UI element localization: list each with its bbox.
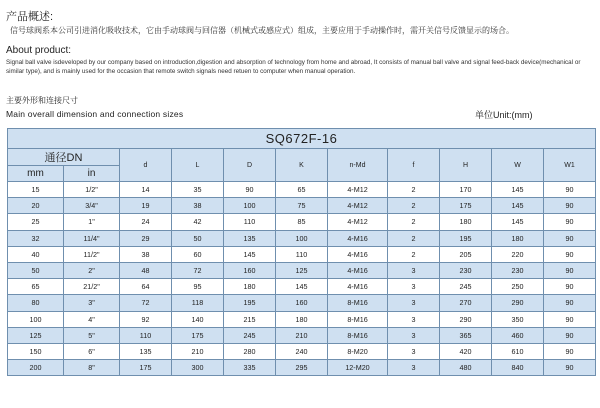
- table-cell: 50: [8, 262, 64, 278]
- column-header-d: d: [120, 149, 172, 182]
- header-row: [8, 149, 596, 166]
- table-cell: 230: [440, 262, 492, 278]
- table-cell: 4-M16: [328, 262, 388, 278]
- table-cell: 80: [8, 295, 64, 311]
- table-cell: 170: [440, 182, 492, 198]
- table-cell: 220: [492, 246, 544, 262]
- table-cell: 60: [172, 246, 224, 262]
- table-cell: 2": [64, 262, 120, 278]
- table-cell: 100: [8, 311, 64, 327]
- table-cell: 175: [172, 327, 224, 343]
- table-cell: 245: [440, 279, 492, 295]
- table-row: [8, 360, 596, 376]
- table-cell: 24: [120, 214, 172, 230]
- table-cell: 8": [64, 360, 120, 376]
- table-cell: 72: [120, 295, 172, 311]
- table-cell: 72: [172, 262, 224, 278]
- table-cell: 75: [276, 198, 328, 214]
- table-cell: 3: [388, 262, 440, 278]
- column-header-h: H: [440, 149, 492, 182]
- table-cell: 14: [120, 182, 172, 198]
- table-cell: 160: [224, 262, 276, 278]
- table-cell: 11/4": [64, 230, 120, 246]
- table-cell: 110: [224, 214, 276, 230]
- table-cell: 4-M12: [328, 182, 388, 198]
- table-cell: 290: [492, 295, 544, 311]
- table-cell: 35: [172, 182, 224, 198]
- about-title: About product:: [6, 45, 72, 56]
- dimension-table: [7, 128, 596, 376]
- table-cell: 40: [8, 246, 64, 262]
- table-cell: 8-M20: [328, 343, 388, 359]
- table-cell: 90: [544, 230, 596, 246]
- table-cell: 100: [276, 230, 328, 246]
- table-cell: 135: [224, 230, 276, 246]
- table-cell: 118: [172, 295, 224, 311]
- table-cell: 205: [440, 246, 492, 262]
- table-cell: 2: [388, 230, 440, 246]
- column-header-w: W: [492, 149, 544, 182]
- table-cell: 64: [120, 279, 172, 295]
- table-cell: 300: [172, 360, 224, 376]
- model-name: SQ672F-16: [8, 129, 596, 149]
- table-cell: 4-M16: [328, 279, 388, 295]
- table-cell: 38: [172, 198, 224, 214]
- table-row: [8, 295, 596, 311]
- table-cell: 140: [172, 311, 224, 327]
- table-cell: 145: [492, 214, 544, 230]
- table-row: [8, 246, 596, 262]
- table-cell: 175: [120, 360, 172, 376]
- table-cell: 3: [388, 279, 440, 295]
- table-cell: 480: [440, 360, 492, 376]
- table-cell: 90: [544, 295, 596, 311]
- table-cell: 145: [492, 182, 544, 198]
- table-cell: 4-M12: [328, 198, 388, 214]
- column-header-l: L: [172, 149, 224, 182]
- table-cell: 610: [492, 343, 544, 359]
- table-cell: 280: [224, 343, 276, 359]
- table-cell: 38: [120, 246, 172, 262]
- table-cell: 90: [544, 279, 596, 295]
- column-header-n-md: n-Md: [328, 149, 388, 182]
- intro-text-cn: 信号球阀系本公司引进消化吸收技术，它由手动球阀与回信器（机械式或感应式）组成，主要应用于手动操作时，需开关信号反馈显示的场合。: [10, 26, 514, 35]
- table-cell: 21/2": [64, 279, 120, 295]
- table-cell: 90: [224, 182, 276, 198]
- table-cell: 90: [544, 360, 596, 376]
- sub-header-mm: mm: [8, 166, 64, 182]
- table-cell: 175: [440, 198, 492, 214]
- table-cell: 90: [544, 198, 596, 214]
- table-cell: 90: [544, 327, 596, 343]
- table-cell: 90: [544, 246, 596, 262]
- table-cell: 90: [544, 343, 596, 359]
- table-cell: 245: [224, 327, 276, 343]
- table-cell: 92: [120, 311, 172, 327]
- table-cell: 145: [276, 279, 328, 295]
- table-cell: 65: [276, 182, 328, 198]
- table-cell: 3: [388, 295, 440, 311]
- table-row: [8, 311, 596, 327]
- table-cell: 4-M16: [328, 230, 388, 246]
- table-cell: 125: [8, 327, 64, 343]
- table-cell: 180: [440, 214, 492, 230]
- table-cell: 110: [276, 246, 328, 262]
- dimensions-title-en: Main overall dimension and connection sizes: [6, 109, 184, 119]
- table-cell: 3": [64, 295, 120, 311]
- table-cell: 4": [64, 311, 120, 327]
- table-cell: 32: [8, 230, 64, 246]
- table-cell: 460: [492, 327, 544, 343]
- table-cell: 3/4": [64, 198, 120, 214]
- table-cell: 25: [8, 214, 64, 230]
- model-row: [8, 129, 596, 149]
- table-row: [8, 198, 596, 214]
- table-cell: 100: [224, 198, 276, 214]
- table-cell: 270: [440, 295, 492, 311]
- table-row: [8, 230, 596, 246]
- column-header-k: K: [276, 149, 328, 182]
- table-cell: 150: [8, 343, 64, 359]
- table-cell: 65: [8, 279, 64, 295]
- table-cell: 3: [388, 327, 440, 343]
- table-cell: 29: [120, 230, 172, 246]
- about-text: Signal ball valve isdeveloped by our company based on introduction,digestion and absorption of technology from home and abroad, It consists of manual ball valve and signal feed-back device(mechanical or similar type), and is mainly used for the occasion that remote switch signals need retuen to computer when manual operation.: [6, 59, 581, 75]
- table-cell: 195: [224, 295, 276, 311]
- table-cell: 3: [388, 343, 440, 359]
- table-cell: 90: [544, 262, 596, 278]
- table-cell: 365: [440, 327, 492, 343]
- table-cell: 250: [492, 279, 544, 295]
- table-cell: 335: [224, 360, 276, 376]
- table-cell: 48: [120, 262, 172, 278]
- dimensions-title-cn: 主要外形和连接尺寸: [6, 96, 78, 105]
- table-cell: 1/2": [64, 182, 120, 198]
- table-cell: 11/2": [64, 246, 120, 262]
- sub-header-in: in: [64, 166, 120, 182]
- table-cell: 350: [492, 311, 544, 327]
- table-cell: 230: [492, 262, 544, 278]
- table-cell: 290: [440, 311, 492, 327]
- column-header-d-outer: D: [224, 149, 276, 182]
- table-cell: 15: [8, 182, 64, 198]
- table-cell: 1": [64, 214, 120, 230]
- table-cell: 8-M16: [328, 311, 388, 327]
- table-cell: 95: [172, 279, 224, 295]
- table-cell: 145: [224, 246, 276, 262]
- table-cell: 12-M20: [328, 360, 388, 376]
- table-row: [8, 214, 596, 230]
- table-cell: 160: [276, 295, 328, 311]
- table-cell: 215: [224, 311, 276, 327]
- table-cell: 125: [276, 262, 328, 278]
- table-cell: 180: [224, 279, 276, 295]
- table-cell: 3: [388, 360, 440, 376]
- table-cell: 50: [172, 230, 224, 246]
- table-cell: 90: [544, 214, 596, 230]
- table-cell: 2: [388, 214, 440, 230]
- table-cell: 6": [64, 343, 120, 359]
- unit-label: 单位Unit:(mm): [475, 110, 533, 120]
- table-cell: 4-M16: [328, 246, 388, 262]
- table-cell: 295: [276, 360, 328, 376]
- table-cell: 145: [492, 198, 544, 214]
- intro-title: 产品概述:: [6, 11, 54, 23]
- table-cell: 42: [172, 214, 224, 230]
- table-cell: 210: [172, 343, 224, 359]
- table-row: [8, 343, 596, 359]
- table-cell: 180: [492, 230, 544, 246]
- table-cell: 210: [276, 327, 328, 343]
- table-cell: 840: [492, 360, 544, 376]
- table-cell: 240: [276, 343, 328, 359]
- column-header-f: f: [388, 149, 440, 182]
- column-header-w1: W1: [544, 149, 596, 182]
- table-cell: 8-M16: [328, 295, 388, 311]
- table-cell: 420: [440, 343, 492, 359]
- table-cell: 19: [120, 198, 172, 214]
- table-cell: 90: [544, 182, 596, 198]
- table-cell: 200: [8, 360, 64, 376]
- table-cell: 20: [8, 198, 64, 214]
- table-body: [8, 182, 596, 376]
- table-row: [8, 327, 596, 343]
- table-cell: 135: [120, 343, 172, 359]
- table-row: [8, 279, 596, 295]
- table-cell: 90: [544, 311, 596, 327]
- table-cell: 110: [120, 327, 172, 343]
- table-cell: 5": [64, 327, 120, 343]
- table-cell: 180: [276, 311, 328, 327]
- dn-header: 通径DN: [8, 149, 120, 166]
- table-cell: 2: [388, 182, 440, 198]
- table-cell: 4-M12: [328, 214, 388, 230]
- table-cell: 2: [388, 198, 440, 214]
- table-cell: 3: [388, 311, 440, 327]
- table-cell: 8-M16: [328, 327, 388, 343]
- table-cell: 2: [388, 246, 440, 262]
- table-cell: 85: [276, 214, 328, 230]
- table-cell: 195: [440, 230, 492, 246]
- table-row: [8, 182, 596, 198]
- table-row: [8, 262, 596, 278]
